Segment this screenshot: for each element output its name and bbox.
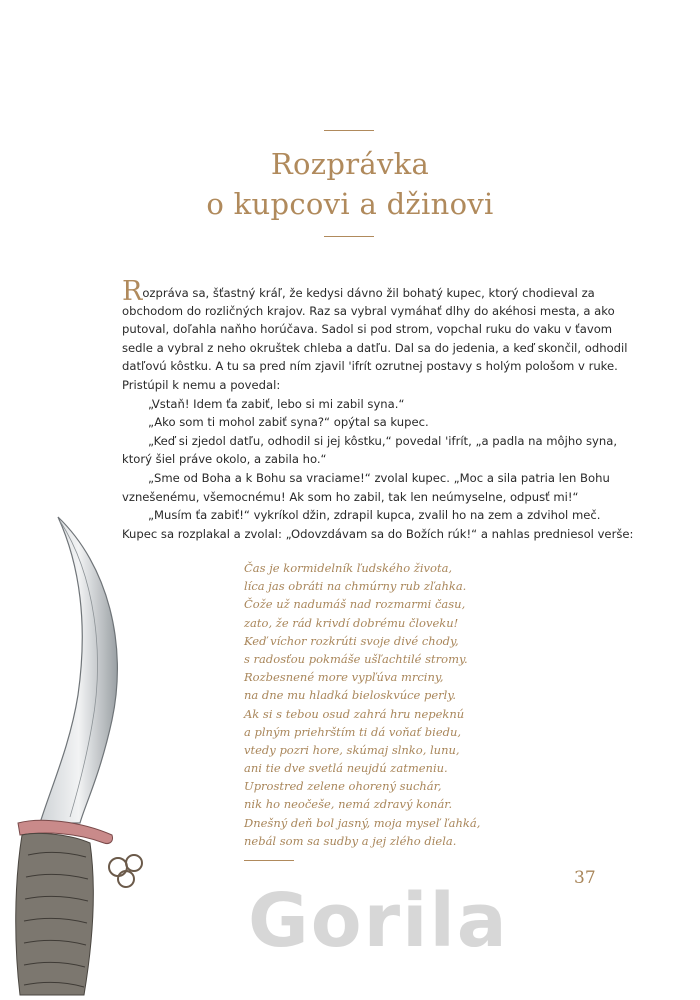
dialogue-line: „Keď si zjedol datľu, odhodil si jej kôstku,“ povedal 'ifrít, „a padla na môjho syna, bbox=[148, 433, 618, 448]
guard-loop bbox=[118, 871, 134, 887]
poem-line: a plným priehrštím ti dá voňať biedu, bbox=[244, 724, 462, 739]
paragraph-line: obchodom do rozličných krajov. Raz sa vybral vymáhať dlhy do akéhosi mesta, a ako bbox=[122, 303, 615, 318]
poem-line: nik ho neočeše, nemá zdravý konár. bbox=[244, 797, 453, 812]
poem-line: vtedy pozri hore, skúmaj slnko, lunu, bbox=[244, 742, 460, 757]
poem-line: na dne mu hladká bieloskvúce perly. bbox=[244, 688, 456, 703]
chapter-title-line1: Rozprávka bbox=[270, 147, 430, 181]
dialogue-line: „Ako som ti mohol zabiť syna?“ opýtal sa kupec. bbox=[148, 415, 429, 430]
poem-line: líca jas obráti na chmúrny rub zľahka. bbox=[244, 579, 467, 594]
watermark-logo: Gorila bbox=[248, 878, 509, 964]
chapter-title-line2: o kupcovi a džinovi bbox=[206, 187, 494, 221]
poem-line: zato, že rád krivdí dobrému človeku! bbox=[244, 615, 459, 630]
dialogue-line: „Sme od Boha a k Bohu sa vraciame!“ zvolal kupec. „Moc a sila patria len Bohu bbox=[148, 470, 610, 485]
paragraph-line: sedle a vybral z neho okruštek chleba a datľu. Dal sa do jedenia, a keď skončil, odhodil bbox=[122, 340, 628, 355]
scimitar-illustration bbox=[0, 505, 150, 1000]
poem-line: Čas je kormidelník ľudského života, bbox=[244, 561, 453, 575]
poem-line: s radosťou pokmáše ušľachtilé stromy. bbox=[244, 651, 468, 666]
blade-shape bbox=[40, 517, 117, 823]
poem-line: ani tie dve svetlá neujdú zatmeniu. bbox=[244, 761, 448, 776]
chapter-title bbox=[0, 146, 700, 222]
poem-line: nebál som sa sudby a jej zlého diela. bbox=[244, 833, 457, 848]
dialogue-line: „Musím ťa zabiť!“ vykríkol džin, zdrapil kupca, zvalil ho na zem a zdvihol meč. bbox=[148, 508, 601, 523]
poem-line: Rozbesnené more vypľúva mrciny, bbox=[244, 670, 444, 685]
dialogue-line: ktorý šiel práve okolo, a zabila ho.“ bbox=[122, 452, 327, 467]
poem bbox=[244, 559, 544, 850]
top-ornament-rule bbox=[324, 130, 374, 131]
poem-line: Keď víchor rozkrúti svoje divé chody, bbox=[244, 633, 459, 648]
story-text bbox=[122, 276, 634, 543]
paragraph-line bbox=[122, 276, 596, 307]
dialogue-line: Kupec sa rozplakal a zvolal: „Odovzdávam sa do Božích rúk!“ a nahlas predniesol verše: bbox=[122, 526, 634, 541]
guard-loop bbox=[109, 858, 127, 876]
sword-hilt bbox=[16, 833, 94, 995]
paragraph-line: Pristúpil k nemu a povedal: bbox=[122, 377, 281, 392]
dialogue-line: vznešenému, všemocnému! Ak som ho zabil, tak len neúmyselne, odpusť mi!“ bbox=[122, 489, 579, 504]
title-bottom-rule bbox=[324, 236, 374, 237]
page-number: 37 bbox=[574, 868, 596, 888]
drop-cap: R bbox=[122, 276, 143, 307]
dialogue-line: „Vstaň! Idem ťa zabiť, lebo si mi zabil syna.“ bbox=[148, 396, 405, 411]
paragraph-line-text: ozpráva sa, šťastný kráľ, že kedysi dávno žil bohatý kupec, ktorý chodieval za bbox=[142, 286, 595, 300]
poem-line: Dnešný deň bol jasný, moja myseľ ľahká, bbox=[244, 815, 481, 830]
poem-end-rule bbox=[244, 860, 294, 861]
paragraph-line: putoval, doľahla naňho horúčava. Sadol si pod strom, vopchal ruku do vaku v ťavom bbox=[122, 322, 613, 337]
poem-line: Ak si s tebou osud zahrá hru nepeknú bbox=[244, 706, 465, 721]
poem-line: Uprostred zelene ohorený suchár, bbox=[244, 779, 442, 794]
paragraph-line: datľovú kôstku. A tu sa pred ním zjavil 'ifrít ozrutnej postavy s holým pološom v ruke. bbox=[122, 359, 618, 374]
poem-line: Čože už nadumáš nad rozmarmi času, bbox=[244, 597, 466, 612]
guard-loop bbox=[126, 855, 142, 871]
